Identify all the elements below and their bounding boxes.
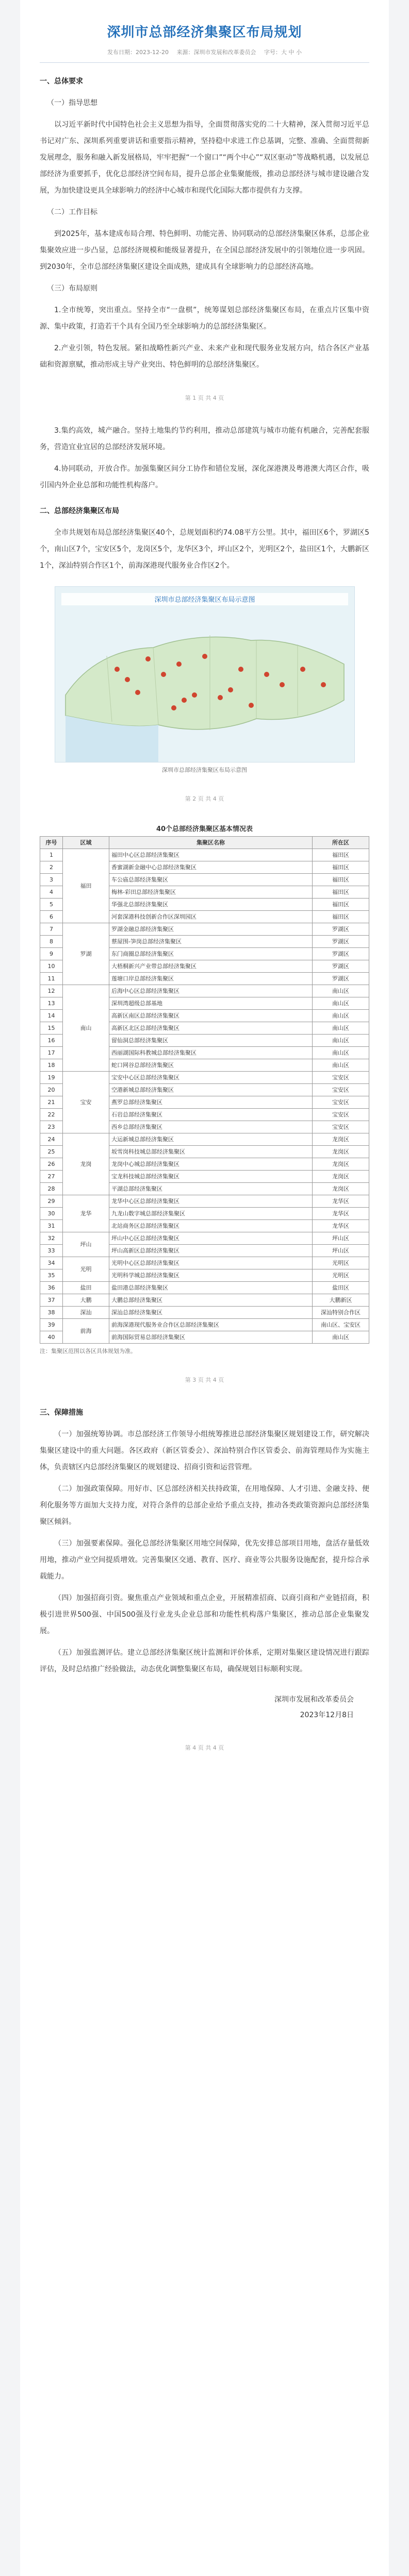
table-note: 注：集聚区范围以各区具体规划为准。 [40, 1348, 136, 1354]
table-cell-index: 36 [40, 1282, 63, 1294]
table-cell-index: 40 [40, 1331, 63, 1344]
signature-block [40, 1692, 369, 1723]
paragraph: 1.全市统筹，突出重点。坚持全市“一盘棋”，统筹谋划总部经济集聚区布局，在重点片区集中资源、集中政策，打造若干个具有全国乃至全球影响力的总部经济集聚区。 [40, 306, 369, 331]
table-cell-name: 龙华中心区总部经济集聚区 [109, 1195, 313, 1208]
table-cell-district: 南山区 [313, 1331, 369, 1344]
body-section-2 [40, 1404, 369, 1677]
meta-line [40, 48, 369, 56]
table-cell-district: 宝安区 [313, 1096, 369, 1109]
table-cell-name: 蔡屋围-笋岗总部经济集聚区 [109, 936, 313, 948]
table-cell-district: 大鹏新区 [313, 1294, 369, 1307]
table-cell-region: 罗湖 [63, 923, 109, 985]
table-cell-index: 23 [40, 1121, 63, 1133]
table-cell-district: 罗湖区 [313, 936, 369, 948]
table-cell-name: 燕罗总部经济集聚区 [109, 1096, 313, 1109]
table-cell-name: 梅林-彩田总部经济集聚区 [109, 886, 313, 899]
paragraph: 3.集约高效，城产融合。坚持土地集约节约利用，推动总部建筑与城市功能有机融合，完善配套服务，营造宜业宜居的总部经济发展环境。 [40, 427, 369, 451]
table-cell-index: 28 [40, 1183, 63, 1195]
table-cell-name: 大鹏总部经济集聚区 [109, 1294, 313, 1307]
table-cell-index: 10 [40, 960, 63, 973]
table-cell-index: 33 [40, 1245, 63, 1257]
table-cell-name: 车公庙总部经济集聚区 [109, 874, 313, 886]
paragraph: 全市共规划布局总部经济集聚区40个，总规划面积约74.08平方公里。其中，福田区6个，罗湖区5个，南山区7个，宝安区5个，龙岗区5个，龙华区3个，坪山区2个，光明区2个，盐田区1个，大鹏新区1个，深汕特别合作区1个，前海深港现代服务业合作区2个。 [40, 529, 369, 570]
section-heading: 一、总体要求 [40, 77, 83, 86]
table-cell-name: 坪山高新区总部经济集聚区 [109, 1245, 313, 1257]
table-cell-index: 11 [40, 973, 63, 985]
table-header: 序号 [40, 837, 63, 849]
table-row [40, 1257, 369, 1269]
table-cell-district: 罗湖区 [313, 948, 369, 960]
table-cell-region: 深汕 [63, 1307, 109, 1319]
table-cell-index: 14 [40, 1010, 63, 1022]
table-cell-index: 25 [40, 1146, 63, 1158]
table-cell-district: 福田区 [313, 899, 369, 911]
page-title: 深圳市总部经济集聚区布局规划 [107, 25, 302, 40]
table-cell-name: 大梧桐新兴产业带总部经济集聚区 [109, 960, 313, 973]
table-cell-name: 东门商圈总部经济集聚区 [109, 948, 313, 960]
table-cell-index: 18 [40, 1059, 63, 1072]
table-cell-index: 37 [40, 1294, 63, 1307]
table-cell-district: 南山区 [313, 1059, 369, 1072]
table-cell-district: 龙岗区 [313, 1171, 369, 1183]
map-title: 深圳市总部经济集聚区布局示意图 [154, 596, 255, 604]
table-cell-index: 5 [40, 899, 63, 911]
table-row [40, 1307, 369, 1319]
table-cell-district: 坪山区 [313, 1245, 369, 1257]
table-cell-index: 19 [40, 1072, 63, 1084]
map-caption: 深圳市总部经济集聚区布局示意图 [162, 767, 247, 773]
table-cell-name: 九龙山数字城总部经济集聚区 [109, 1208, 313, 1220]
paragraph: （三）加强要素保障。强化总部经济集聚区用地空间保障，优先安排总部项目用地，盘活存量低效用地，推动产业空间提质增效。完善集聚区交通、教育、医疗、商业等公共服务设施配套，提升综合承载能力。 [40, 1539, 369, 1581]
table-cell-index: 39 [40, 1319, 63, 1331]
table-cell-index: 26 [40, 1158, 63, 1171]
table-cell-index: 13 [40, 997, 63, 1010]
table-cell-index: 12 [40, 985, 63, 997]
title-divider [40, 62, 369, 63]
table-cell-district: 南山区 [313, 1010, 369, 1022]
table-cell-district: 南山区 [313, 985, 369, 997]
paragraph: 2.产业引领，特色发展。紧扣战略性新兴产业、未来产业和现代服务业发展方向，结合各区产业基础和资源禀赋，推动形成主导产业突出、特色鲜明的总部经济集聚区。 [40, 344, 369, 369]
paragraph: 到2025年，基本建成布局合理、特色鲜明、功能完善、协同联动的总部经济集聚区体系，总部企业集聚效应进一步凸显，总部经济规模和能级显著提升，在全国总部经济发展中的引领地位进一步巩固。到2030年，全市总部经济集聚区建设全面成熟，建成具有全球影响力的总部经济高地。 [40, 230, 369, 271]
table-cell-region: 盐田 [63, 1282, 109, 1294]
table-cell-region: 福田 [63, 849, 109, 923]
table-body [40, 849, 369, 1344]
table-cell-index: 29 [40, 1195, 63, 1208]
table-cell-district: 福田区 [313, 861, 369, 874]
table-cell-district: 龙岗区 [313, 1133, 369, 1146]
table-cell-district: 宝安区 [313, 1109, 369, 1121]
table-header-row [40, 837, 369, 849]
paragraph: （二）加强政策保障。用好市、区总部经济相关扶持政策，在用地保障、人才引进、金融支持、便利化服务等方面加大支持力度，对符合条件的总部企业给予重点支持，推动各类政策资源向总部经济集聚区倾斜。 [40, 1485, 369, 1526]
table-cell-region: 龙岗 [63, 1133, 109, 1195]
table-cell-name: 福田中心区总部经济集聚区 [109, 849, 313, 861]
table-cell-district: 南山区 [313, 1022, 369, 1035]
table-cell-district: 深汕特别合作区 [313, 1307, 369, 1319]
table-cell-region: 宝安 [63, 1072, 109, 1133]
table-cell-index: 21 [40, 1096, 63, 1109]
table-cell-name: 莲塘口岸总部经济集聚区 [109, 973, 313, 985]
table-cell-district: 南山区 [313, 997, 369, 1010]
page-mark-1: 第 1 页 共 4 页 [185, 395, 224, 401]
document-page [20, 0, 389, 2576]
table-cell-district: 福田区 [313, 849, 369, 861]
table-cell-name: 西乡总部经济集聚区 [109, 1121, 313, 1133]
table-cell-name: 香蜜湖新金融中心总部经济集聚区 [109, 861, 313, 874]
table-row [40, 1195, 369, 1208]
table-cell-index: 2 [40, 861, 63, 874]
table-cell-index: 31 [40, 1220, 63, 1232]
table-cell-district: 坪山区 [313, 1232, 369, 1245]
table-cell-name: 西丽湖国际科教城总部经济集聚区 [109, 1047, 313, 1059]
table-cell-district: 宝安区 [313, 1072, 369, 1084]
table-cell-index: 1 [40, 849, 63, 861]
paragraph: （一）加强统筹协调。市总部经济工作领导小组统筹推进总部经济集聚区规划建设工作，研究解决集聚区建设中的重大问题。各区政府（新区管委会）、深汕特别合作区管委会、前海管理局作为实施主体，负责辖区内总部经济集聚区的规划建设、招商引资和运营管理。 [40, 1430, 369, 1471]
table-cell-name: 光明中心区总部经济集聚区 [109, 1257, 313, 1269]
table-cell-index: 8 [40, 936, 63, 948]
table-row [40, 923, 369, 936]
table-title: 40个总部经济集聚区基本情况表 [156, 825, 253, 833]
table-cell-index: 15 [40, 1022, 63, 1035]
table-cell-index: 32 [40, 1232, 63, 1245]
table-cell-name: 罗湖金融总部经济集聚区 [109, 923, 313, 936]
publish-date: 发布日期：2023-12-20 [107, 49, 169, 56]
table-cell-district: 光明区 [313, 1269, 369, 1282]
page-mark-3: 第 3 页 共 4 页 [185, 1377, 224, 1383]
table-cell-district: 宝安区 [313, 1121, 369, 1133]
table-cell-region: 坪山 [63, 1232, 109, 1257]
table-row [40, 1319, 369, 1331]
table-cell-index: 38 [40, 1307, 63, 1319]
layout-map [55, 586, 355, 762]
table-row [40, 1282, 369, 1294]
section-heading: 三、保障措施 [40, 1409, 83, 1417]
table-cell-name: 高新区南区总部经济集聚区 [109, 1010, 313, 1022]
paragraph: （五）加强监测评估。建立总部经济集聚区统计监测和评价体系，定期对集聚区建设情况进行跟踪评估，及时总结推广经验做法，动态优化调整集聚区布局，确保规划目标顺利实现。 [40, 1649, 369, 1673]
table-cell-name: 前海深港现代服务业合作区总部经济集聚区 [109, 1319, 313, 1331]
section-heading: （一）指导思想 [47, 99, 97, 107]
table-cell-name: 深圳湾超级总部基地 [109, 997, 313, 1010]
section-heading: （二）工作目标 [47, 208, 97, 216]
table-cell-district: 福田区 [313, 911, 369, 923]
table-cell-district: 盐田区 [313, 1282, 369, 1294]
table-cell-name: 空港新城总部经济集聚区 [109, 1084, 313, 1096]
table-cell-district: 龙华区 [313, 1195, 369, 1208]
font-size-switch[interactable]: 字号：大 中 小 [264, 49, 302, 56]
table-cell-district: 南山区、宝安区 [313, 1319, 369, 1331]
table-row [40, 1072, 369, 1084]
table-cell-name: 前海国际贸易总部经济集聚区 [109, 1331, 313, 1344]
table-cell-index: 27 [40, 1171, 63, 1183]
table-cell-region: 前海 [63, 1319, 109, 1344]
table-row [40, 1133, 369, 1146]
table-cell-region: 龙华 [63, 1195, 109, 1232]
table-cell-name: 高新区北区总部经济集聚区 [109, 1022, 313, 1035]
table-cell-district: 宝安区 [313, 1084, 369, 1096]
table-cell-name: 宝安中心区总部经济集聚区 [109, 1072, 313, 1084]
table-cell-index: 30 [40, 1208, 63, 1220]
table-cell-district: 南山区 [313, 1035, 369, 1047]
table-cell-district: 福田区 [313, 874, 369, 886]
table-cell-district: 龙岗区 [313, 1146, 369, 1158]
table-header: 区域 [63, 837, 109, 849]
table-cell-district: 龙岗区 [313, 1183, 369, 1195]
table-row [40, 1294, 369, 1307]
table-cell-district: 光明区 [313, 1257, 369, 1269]
table-cell-index: 17 [40, 1047, 63, 1059]
table-cell-index: 6 [40, 911, 63, 923]
table-cell-index: 20 [40, 1084, 63, 1096]
table-cell-name: 坪山中心区总部经济集聚区 [109, 1232, 313, 1245]
paragraph: 4.协同联动，开放合作。加强集聚区间分工协作和错位发展，深化深港澳及粤港澳大湾区合作，吸引国内外企业总部和功能性机构落户。 [40, 465, 369, 489]
table-cell-name: 深汕总部经济集聚区 [109, 1307, 313, 1319]
table-cell-district: 龙华区 [313, 1220, 369, 1232]
cluster-table [40, 836, 369, 1344]
sign-date: 2023年12月8日 [300, 1711, 354, 1719]
table-cell-name: 后海中心区总部经济集聚区 [109, 985, 313, 997]
table-cell-district: 罗湖区 [313, 923, 369, 936]
paragraph: （四）加强招商引资。聚焦重点产业领域和重点企业，开展精准招商、以商引商和产业链招商，积极引进世界500强、中国500强及行业龙头企业总部和功能性机构落户集聚区，推动总部企业集聚发展。 [40, 1594, 369, 1635]
table-cell-index: 3 [40, 874, 63, 886]
table-cell-name: 光明科学城总部经济集聚区 [109, 1269, 313, 1282]
shenzhen-map-graphic [55, 587, 354, 762]
table-cell-index: 24 [40, 1133, 63, 1146]
body-section-1b [40, 422, 369, 574]
table-row [40, 849, 369, 861]
table-cell-district: 南山区 [313, 1047, 369, 1059]
table-cell-index: 9 [40, 948, 63, 960]
table-cell-index: 22 [40, 1109, 63, 1121]
table-cell-name: 平湖总部经济集聚区 [109, 1183, 313, 1195]
table-cell-region: 南山 [63, 985, 109, 1072]
table-cell-name: 大运新城总部经济集聚区 [109, 1133, 313, 1146]
table-cell-name: 留仙洞总部经济集聚区 [109, 1035, 313, 1047]
page-mark-4: 第 4 页 共 4 页 [185, 1744, 224, 1751]
table-cell-district: 福田区 [313, 886, 369, 899]
table-cell-index: 7 [40, 923, 63, 936]
table-cell-name: 蛇口网谷总部经济集聚区 [109, 1059, 313, 1072]
table-cell-name: 坂雪岗科技城总部经济集聚区 [109, 1146, 313, 1158]
body-section-1 [40, 73, 369, 373]
table-cell-name: 龙岗中心城总部经济集聚区 [109, 1158, 313, 1171]
table-cell-name: 石岩总部经济集聚区 [109, 1109, 313, 1121]
table-header: 集聚区名称 [109, 837, 313, 849]
table-cell-region: 光明 [63, 1257, 109, 1282]
paragraph: 以习近平新时代中国特色社会主义思想为指导，全面贯彻落实党的二十大精神，深入贯彻习近平总书记对广东、深圳系列重要讲话和重要指示精神，坚持稳中求进工作总基调，完整、准确、全面贯彻新发展理念，服务和融入新发展格局，牢牢把握“一个窗口”“两个中心”“双区驱动”等战略机遇，以发展总部经济为重要抓手，优化总部经济空间布局，提升总部企业集聚能级，推动总部经济与城市建设融合发展，为加快建设更具全球影响力的经济中心城市和现代化国际大都市提供有力支撑。 [40, 121, 369, 195]
table-row [40, 985, 369, 997]
page-mark-2: 第 2 页 共 4 页 [185, 795, 224, 802]
table-cell-district: 龙华区 [313, 1208, 369, 1220]
table-cell-index: 16 [40, 1035, 63, 1047]
sign-org: 深圳市发展和改革委员会 [274, 1696, 354, 1704]
table-cell-name: 宝龙科技城总部经济集聚区 [109, 1171, 313, 1183]
table-row [40, 1232, 369, 1245]
source: 来源：深圳市发展和改革委员会 [176, 49, 256, 56]
table-cell-name: 北站商务区总部经济集聚区 [109, 1220, 313, 1232]
table-cell-index: 34 [40, 1257, 63, 1269]
table-cell-district: 龙岗区 [313, 1158, 369, 1171]
table-cell-name: 河套深港科技创新合作区深圳园区 [109, 911, 313, 923]
table-cell-index: 4 [40, 886, 63, 899]
table-cell-name: 盐田港总部经济集聚区 [109, 1282, 313, 1294]
section-heading: 二、总部经济集聚区布局 [40, 507, 119, 515]
table-cell-district: 罗湖区 [313, 960, 369, 973]
table-header: 所在区 [313, 837, 369, 849]
section-heading: （三）布局原则 [47, 284, 97, 293]
table-cell-district: 罗湖区 [313, 973, 369, 985]
table-cell-region: 大鹏 [63, 1294, 109, 1307]
table-cell-name: 华强北总部经济集聚区 [109, 899, 313, 911]
table-cell-index: 35 [40, 1269, 63, 1282]
